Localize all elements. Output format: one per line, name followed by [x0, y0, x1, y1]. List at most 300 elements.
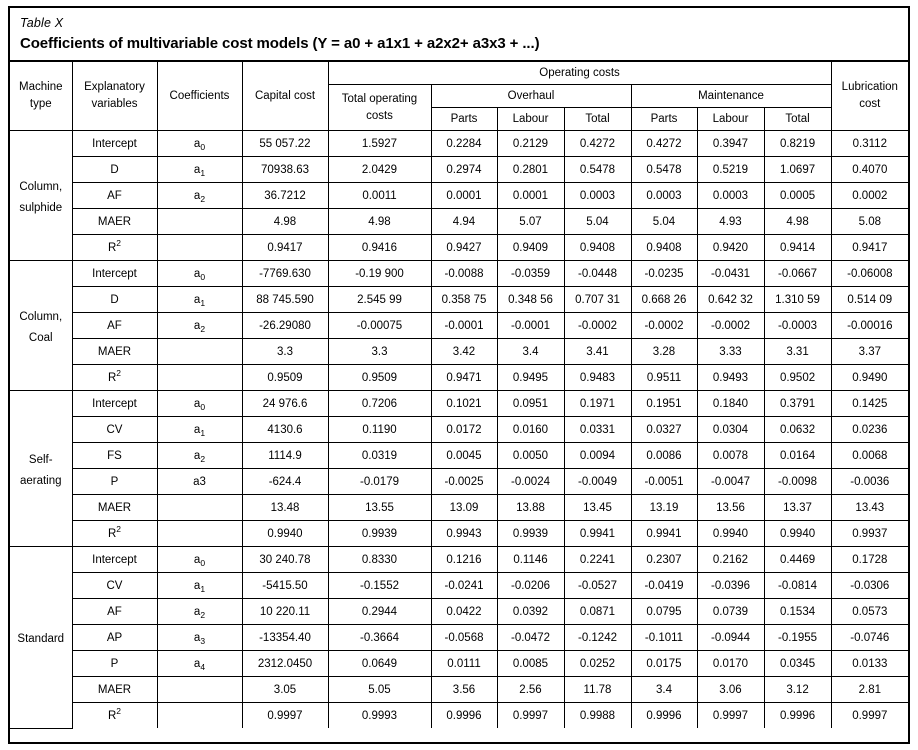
value-cell: 0.1951 — [631, 391, 697, 417]
header-maintenance-labour: Labour — [697, 108, 764, 131]
value-cell: -0.06008 — [831, 261, 908, 287]
table-row — [10, 287, 908, 313]
value-cell: -0.1011 — [631, 625, 697, 651]
value-cell: -0.0667 — [764, 261, 831, 287]
value-cell: 3.3 — [242, 339, 328, 365]
header-operating-costs: Operating costs — [328, 62, 831, 85]
value-cell: -0.0001 — [497, 313, 564, 339]
table-row — [10, 547, 908, 573]
value-cell: 3.12 — [764, 677, 831, 703]
value-cell: -0.0047 — [697, 469, 764, 495]
value-cell: 0.9490 — [831, 365, 908, 391]
value-cell: 0.8219 — [764, 131, 831, 157]
value-cell: 0.1021 — [431, 391, 497, 417]
value-cell: 0.0045 — [431, 443, 497, 469]
machine-type-line2: sulphide — [19, 201, 63, 214]
value-cell: 2.81 — [831, 677, 908, 703]
header-overhaul-parts: Parts — [431, 108, 497, 131]
value-cell: 4.98 — [764, 209, 831, 235]
value-cell: 13.37 — [764, 495, 831, 521]
value-cell: 0.9417 — [831, 235, 908, 261]
value-cell: -0.1552 — [328, 573, 431, 599]
value-cell: 13.09 — [431, 495, 497, 521]
table-row — [10, 391, 908, 417]
table-row — [10, 157, 908, 183]
value-cell: -0.0049 — [564, 469, 631, 495]
value-cell: 0.9993 — [328, 703, 431, 729]
value-cell: 0.0164 — [764, 443, 831, 469]
value-cell: 55 057.22 — [242, 131, 328, 157]
value-cell: 4.98 — [242, 209, 328, 235]
value-cell: 0.3791 — [764, 391, 831, 417]
value-cell: 24 976.6 — [242, 391, 328, 417]
value-cell: 3.05 — [242, 677, 328, 703]
value-cell: 3.3 — [328, 339, 431, 365]
value-cell: 0.9471 — [431, 365, 497, 391]
value-cell: 0.1728 — [831, 547, 908, 573]
coefficient-cell: $a_1$ — [157, 287, 242, 313]
machine-type-line1: Column, — [19, 180, 63, 193]
value-cell: -0.0206 — [497, 573, 564, 599]
value-cell: 3.4 — [631, 677, 697, 703]
value-cell: 0.348 56 — [497, 287, 564, 313]
value-cell: 0.9509 — [242, 365, 328, 391]
value-cell: 0.3947 — [697, 131, 764, 157]
explanatory-variable-cell: MAER — [72, 209, 157, 235]
value-cell: 0.0170 — [697, 651, 764, 677]
value-cell: 0.5478 — [631, 157, 697, 183]
explanatory-variable-cell: $R^2$ — [72, 703, 157, 729]
table-row — [10, 313, 908, 339]
value-cell: -0.0396 — [697, 573, 764, 599]
header-explanatory-variables — [72, 62, 157, 131]
value-cell: 0.0871 — [564, 599, 631, 625]
value-cell: 0.9502 — [764, 365, 831, 391]
value-cell: 0.9409 — [497, 235, 564, 261]
header-machine-type-line1: Machine — [19, 81, 63, 93]
table-row — [10, 365, 908, 391]
value-cell: 0.5219 — [697, 157, 764, 183]
table-row — [10, 261, 908, 287]
value-cell: 0.9939 — [328, 521, 431, 547]
value-cell: 0.1534 — [764, 599, 831, 625]
header-total-operating-line1: Total operating — [341, 92, 418, 105]
explanatory-variable-cell: D — [72, 157, 157, 183]
explanatory-variable-cell: $R^2$ — [72, 365, 157, 391]
explanatory-variable-cell: CV — [72, 417, 157, 443]
value-cell: 0.0086 — [631, 443, 697, 469]
value-cell: -0.0431 — [697, 261, 764, 287]
value-cell: 88 745.590 — [242, 287, 328, 313]
header-explanatory-line1: Explanatory — [84, 81, 145, 93]
value-cell: 0.9509 — [328, 365, 431, 391]
table-header — [10, 62, 908, 131]
coefficient-cell — [157, 703, 242, 729]
value-cell: 30 240.78 — [242, 547, 328, 573]
value-cell: 0.9997 — [497, 703, 564, 729]
value-cell: 2.0429 — [328, 157, 431, 183]
explanatory-variable-cell: Intercept — [72, 261, 157, 287]
table-row — [10, 677, 908, 703]
value-cell: 0.0252 — [564, 651, 631, 677]
table-row — [10, 625, 908, 651]
coefficient-cell: $a_4$ — [157, 651, 242, 677]
value-cell: 13.48 — [242, 495, 328, 521]
value-cell: 0.9416 — [328, 235, 431, 261]
table-row — [10, 183, 908, 209]
value-cell: 0.4272 — [564, 131, 631, 157]
value-cell: 3.33 — [697, 339, 764, 365]
value-cell: 4.98 — [328, 209, 431, 235]
value-cell: 0.2307 — [631, 547, 697, 573]
value-cell: 0.0111 — [431, 651, 497, 677]
value-cell: -0.0036 — [831, 469, 908, 495]
header-overhaul-total: Total — [564, 108, 631, 131]
table-row — [10, 469, 908, 495]
value-cell: 13.19 — [631, 495, 697, 521]
value-cell: 0.0085 — [497, 651, 564, 677]
value-cell: 3.41 — [564, 339, 631, 365]
coefficient-cell: $a_0$ — [157, 261, 242, 287]
coefficient-cell — [157, 209, 242, 235]
value-cell: 2.545 99 — [328, 287, 431, 313]
value-cell: 0.0160 — [497, 417, 564, 443]
table-title: Coefficients of multivariable cost models (Y = a0 + a1x1 + a2x2+ a3x3 + ...) — [20, 35, 540, 52]
value-cell: 0.0002 — [831, 183, 908, 209]
value-cell: 1114.9 — [242, 443, 328, 469]
explanatory-variable-cell: AF — [72, 313, 157, 339]
value-cell: 4.94 — [431, 209, 497, 235]
value-cell: 4130.6 — [242, 417, 328, 443]
value-cell: 0.9940 — [242, 521, 328, 547]
header-maintenance-parts: Parts — [631, 108, 697, 131]
header-machine-type — [10, 62, 72, 131]
value-cell: -0.0448 — [564, 261, 631, 287]
value-cell: 0.9483 — [564, 365, 631, 391]
coefficient-cell: $a_2$ — [157, 443, 242, 469]
value-cell: 0.0327 — [631, 417, 697, 443]
value-cell: -13354.40 — [242, 625, 328, 651]
value-cell: 5.07 — [497, 209, 564, 235]
value-cell: 0.358 75 — [431, 287, 497, 313]
explanatory-variable-cell: AP — [72, 625, 157, 651]
explanatory-variable-cell: Intercept — [72, 391, 157, 417]
value-cell: 0.0739 — [697, 599, 764, 625]
explanatory-variable-cell: AF — [72, 183, 157, 209]
value-cell: 0.707 31 — [564, 287, 631, 313]
value-cell: 0.9937 — [831, 521, 908, 547]
value-cell: 0.0005 — [764, 183, 831, 209]
value-cell: 0.1971 — [564, 391, 631, 417]
value-cell: 0.0951 — [497, 391, 564, 417]
value-cell: 2312.0450 — [242, 651, 328, 677]
value-cell: -0.0051 — [631, 469, 697, 495]
value-cell: 0.1146 — [497, 547, 564, 573]
value-cell: 0.9997 — [831, 703, 908, 729]
explanatory-variable-cell: CV — [72, 573, 157, 599]
value-cell: 0.0175 — [631, 651, 697, 677]
value-cell: 0.0003 — [697, 183, 764, 209]
value-cell: 0.0001 — [431, 183, 497, 209]
coefficient-cell — [157, 339, 242, 365]
table-body — [10, 131, 908, 729]
value-cell: 0.9939 — [497, 521, 564, 547]
header-capital-cost: Capital cost — [242, 62, 328, 131]
header-total-operating-line2: costs — [366, 109, 393, 122]
value-cell: 0.0345 — [764, 651, 831, 677]
value-cell: 0.9414 — [764, 235, 831, 261]
table-row — [10, 703, 908, 729]
table-row — [10, 495, 908, 521]
value-cell: -0.0002 — [564, 313, 631, 339]
value-cell: -0.0527 — [564, 573, 631, 599]
value-cell: -0.00075 — [328, 313, 431, 339]
machine-type-line2: aerating — [19, 474, 62, 487]
value-cell: 0.4469 — [764, 547, 831, 573]
value-cell: 0.0795 — [631, 599, 697, 625]
value-cell: 0.9940 — [697, 521, 764, 547]
value-cell: 0.0001 — [497, 183, 564, 209]
value-cell: -0.0746 — [831, 625, 908, 651]
coefficient-cell — [157, 495, 242, 521]
value-cell: -0.3664 — [328, 625, 431, 651]
explanatory-variable-cell: $R^2$ — [72, 521, 157, 547]
value-cell: 0.9417 — [242, 235, 328, 261]
value-cell: -0.0306 — [831, 573, 908, 599]
value-cell: 3.31 — [764, 339, 831, 365]
coefficient-cell — [157, 365, 242, 391]
value-cell: -0.0024 — [497, 469, 564, 495]
table-row — [10, 651, 908, 677]
value-cell: -0.0001 — [431, 313, 497, 339]
machine-type-cell — [10, 547, 72, 729]
machine-type-cell — [10, 261, 72, 391]
coefficient-cell: $a_0$ — [157, 391, 242, 417]
table-row — [10, 417, 908, 443]
explanatory-variable-cell: FS — [72, 443, 157, 469]
value-cell: -0.0088 — [431, 261, 497, 287]
value-cell: 0.1425 — [831, 391, 908, 417]
value-cell: 13.55 — [328, 495, 431, 521]
value-cell: 0.0573 — [831, 599, 908, 625]
value-cell: 4.93 — [697, 209, 764, 235]
table-row — [10, 209, 908, 235]
table-frame — [8, 6, 910, 744]
explanatory-variable-cell: P — [72, 651, 157, 677]
value-cell: 0.0392 — [497, 599, 564, 625]
value-cell: 13.88 — [497, 495, 564, 521]
value-cell: 13.45 — [564, 495, 631, 521]
header-maintenance: Maintenance — [631, 85, 831, 108]
table-row — [10, 521, 908, 547]
value-cell: 3.06 — [697, 677, 764, 703]
value-cell: 0.0068 — [831, 443, 908, 469]
value-cell: 3.28 — [631, 339, 697, 365]
value-cell: 0.7206 — [328, 391, 431, 417]
value-cell: 0.668 26 — [631, 287, 697, 313]
value-cell: 0.9495 — [497, 365, 564, 391]
explanatory-variable-cell: MAER — [72, 495, 157, 521]
table-row — [10, 599, 908, 625]
explanatory-variable-cell: P — [72, 469, 157, 495]
value-cell: 5.04 — [564, 209, 631, 235]
value-cell: -0.0025 — [431, 469, 497, 495]
value-cell: 0.0331 — [564, 417, 631, 443]
value-cell: 0.9996 — [764, 703, 831, 729]
explanatory-variable-cell: D — [72, 287, 157, 313]
coefficient-cell: a3 — [157, 469, 242, 495]
value-cell: 11.78 — [564, 677, 631, 703]
value-cell: -5415.50 — [242, 573, 328, 599]
value-cell: -0.0944 — [697, 625, 764, 651]
value-cell: 0.9996 — [631, 703, 697, 729]
value-cell: 0.9511 — [631, 365, 697, 391]
value-cell: 0.0319 — [328, 443, 431, 469]
value-cell: 0.514 09 — [831, 287, 908, 313]
machine-type-cell — [10, 391, 72, 547]
value-cell: 0.9997 — [697, 703, 764, 729]
value-cell: 3.42 — [431, 339, 497, 365]
coefficients-table — [10, 62, 908, 729]
coefficient-cell: $a_2$ — [157, 183, 242, 209]
value-cell: -0.0002 — [631, 313, 697, 339]
header-overhaul-labour: Labour — [497, 108, 564, 131]
value-cell: 5.05 — [328, 677, 431, 703]
value-cell: 0.1216 — [431, 547, 497, 573]
value-cell: 36.7212 — [242, 183, 328, 209]
header-row-1 — [10, 62, 908, 85]
value-cell: 0.2129 — [497, 131, 564, 157]
value-cell: -0.0472 — [497, 625, 564, 651]
value-cell: 0.642 32 — [697, 287, 764, 313]
table-row — [10, 573, 908, 599]
value-cell: -0.0003 — [764, 313, 831, 339]
coefficient-cell: $a_2$ — [157, 599, 242, 625]
coefficient-cell — [157, 235, 242, 261]
value-cell: 3.56 — [431, 677, 497, 703]
value-cell: 0.0304 — [697, 417, 764, 443]
value-cell: 0.0050 — [497, 443, 564, 469]
explanatory-variable-cell: MAER — [72, 677, 157, 703]
value-cell: 0.0172 — [431, 417, 497, 443]
value-cell: 5.04 — [631, 209, 697, 235]
value-cell: 0.0632 — [764, 417, 831, 443]
value-cell: 0.1190 — [328, 417, 431, 443]
value-cell: 0.2284 — [431, 131, 497, 157]
value-cell: -0.0002 — [697, 313, 764, 339]
machine-type-line1: Column, — [19, 310, 63, 323]
value-cell: 13.56 — [697, 495, 764, 521]
value-cell: 0.9941 — [564, 521, 631, 547]
value-cell: 0.0003 — [631, 183, 697, 209]
value-cell: -0.0179 — [328, 469, 431, 495]
value-cell: 5.08 — [831, 209, 908, 235]
header-explanatory-line2: variables — [91, 98, 138, 110]
explanatory-variable-cell: $R^2$ — [72, 235, 157, 261]
value-cell: -0.0419 — [631, 573, 697, 599]
value-cell: 0.1840 — [697, 391, 764, 417]
value-cell: -0.1242 — [564, 625, 631, 651]
value-cell: 0.8330 — [328, 547, 431, 573]
value-cell: 0.4272 — [631, 131, 697, 157]
value-cell: 3.4 — [497, 339, 564, 365]
value-cell: -0.0235 — [631, 261, 697, 287]
value-cell: -0.0098 — [764, 469, 831, 495]
value-cell: 1.0697 — [764, 157, 831, 183]
table-row — [10, 443, 908, 469]
value-cell: 1.5927 — [328, 131, 431, 157]
value-cell: 0.0649 — [328, 651, 431, 677]
value-cell: 0.9408 — [631, 235, 697, 261]
value-cell: -7769.630 — [242, 261, 328, 287]
machine-type-line1: Standard — [17, 632, 65, 645]
value-cell: 0.9996 — [431, 703, 497, 729]
explanatory-variable-cell: Intercept — [72, 547, 157, 573]
coefficient-cell: $a_1$ — [157, 417, 242, 443]
value-cell: 0.2162 — [697, 547, 764, 573]
table-number-label: Table X — [20, 16, 64, 30]
value-cell: -0.1955 — [764, 625, 831, 651]
value-cell: 0.4070 — [831, 157, 908, 183]
value-cell: 0.0011 — [328, 183, 431, 209]
coefficient-cell: $a_0$ — [157, 547, 242, 573]
value-cell: 0.9997 — [242, 703, 328, 729]
header-overhaul: Overhaul — [431, 85, 631, 108]
value-cell: 0.0078 — [697, 443, 764, 469]
coefficient-cell — [157, 677, 242, 703]
value-cell: -0.0241 — [431, 573, 497, 599]
value-cell: 0.2944 — [328, 599, 431, 625]
value-cell: -0.0568 — [431, 625, 497, 651]
explanatory-variable-cell: MAER — [72, 339, 157, 365]
coefficient-cell: $a_3$ — [157, 625, 242, 651]
value-cell: 0.9420 — [697, 235, 764, 261]
coefficient-cell: $a_2$ — [157, 313, 242, 339]
value-cell: 0.9940 — [764, 521, 831, 547]
coefficient-cell: $a_1$ — [157, 157, 242, 183]
machine-type-line2: Coal — [28, 331, 53, 344]
header-maintenance-total: Total — [764, 108, 831, 131]
coefficient-cell — [157, 521, 242, 547]
header-total-operating-costs — [328, 85, 431, 131]
value-cell: 0.9493 — [697, 365, 764, 391]
value-cell: 0.0133 — [831, 651, 908, 677]
value-cell: 70938.63 — [242, 157, 328, 183]
value-cell: 0.0094 — [564, 443, 631, 469]
value-cell: -0.19 900 — [328, 261, 431, 287]
header-lubrication-line2: cost — [859, 98, 881, 110]
value-cell: 10 220.11 — [242, 599, 328, 625]
value-cell: 0.0236 — [831, 417, 908, 443]
header-machine-type-line2: type — [29, 98, 52, 110]
value-cell: 0.2801 — [497, 157, 564, 183]
value-cell: 0.5478 — [564, 157, 631, 183]
table-row — [10, 339, 908, 365]
value-cell: 0.0003 — [564, 183, 631, 209]
value-cell: 0.2241 — [564, 547, 631, 573]
machine-type-cell — [10, 131, 72, 261]
value-cell: -624.4 — [242, 469, 328, 495]
coefficient-cell: $a_1$ — [157, 573, 242, 599]
value-cell: 1.310 59 — [764, 287, 831, 313]
explanatory-variable-cell: AF — [72, 599, 157, 625]
value-cell: 0.9988 — [564, 703, 631, 729]
value-cell: 2.56 — [497, 677, 564, 703]
value-cell: 13.43 — [831, 495, 908, 521]
value-cell: 0.0422 — [431, 599, 497, 625]
value-cell: -26.29080 — [242, 313, 328, 339]
header-lubrication-line1: Lubrication — [841, 81, 898, 93]
